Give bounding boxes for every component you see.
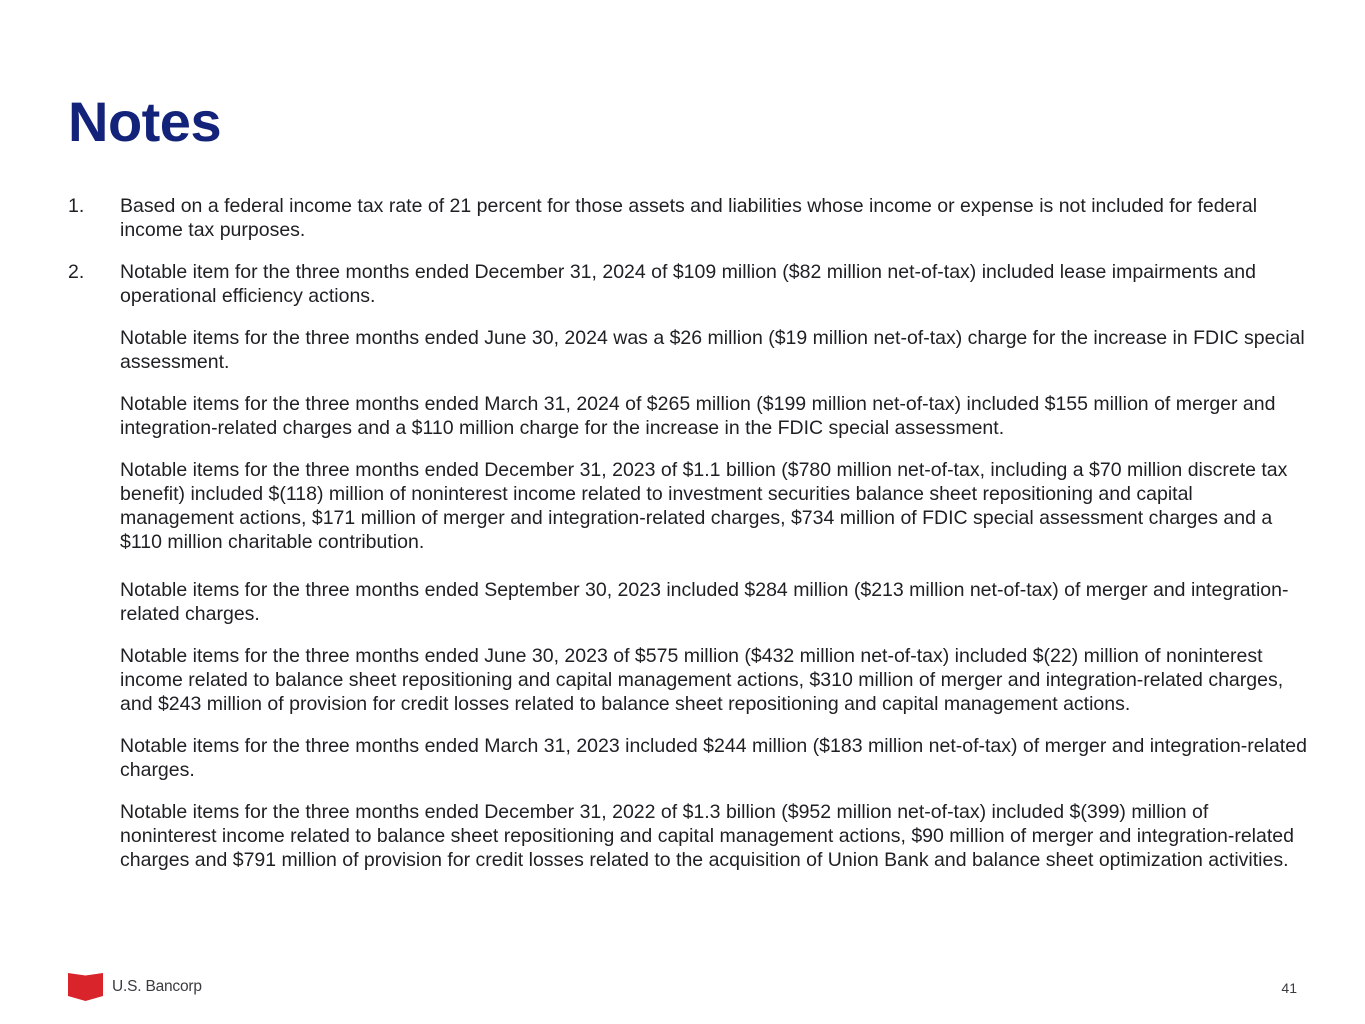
note-paragraph: Notable items for the three months ended June 30, 2023 of $575 million ($432 million net-of-tax) included $(22) million of noninterest income related to balance sheet repositioning and capital management actions, $310 million of merger and integration-related charges, and $243 million of provision for credit losses related to balance sheet repositioning and capital management actions.: [120, 645, 1284, 715]
note-1: [68, 194, 1308, 242]
note-paragraph: Notable items for the three months ended March 31, 2023 included $244 million ($183 million net-of-tax) of merger and integration-related charges.: [120, 735, 1307, 781]
page-number: 41: [1281, 980, 1297, 996]
page-title: Notes: [68, 90, 222, 153]
note-number: 2.: [68, 261, 85, 283]
note-paragraph: Notable items for the three months ended March 31, 2024 of $265 million ($199 million net-of-tax) included $155 million of merger and integration-related charges and a $110 million charge for the increase in the FDIC special assessment.: [120, 393, 1276, 439]
note-paragraph: Notable item for the three months ended December 31, 2024 of $109 million ($82 million net-of-tax) included lease impairments and operational efficiency actions.: [120, 261, 1256, 307]
note-paragraph: Notable items for the three months ended September 30, 2023 included $284 million ($213 million net-of-tax) of merger and integration-related charges.: [120, 579, 1289, 625]
note-number: 1.: [68, 195, 85, 217]
note-2: [68, 260, 1308, 872]
note-paragraph: Notable items for the three months ended December 31, 2023 of $1.1 billion ($780 million net-of-tax, including a $70 million discrete tax benefit) included $(118) million of noninterest income related to investment securities balance sheet repositioning and capital management actions, $171 million of merger and integration-related charges, $734 million of FDIC special assessment charges and a $110 million charitable contribution.: [120, 459, 1288, 553]
logo-text: U.S. Bancorp: [112, 978, 202, 995]
company-logo: [68, 972, 202, 1002]
note-paragraph: Notable items for the three months ended December 31, 2022 of $1.3 billion ($952 million net-of-tax) included $(399) million of noninterest income related to balance sheet repositioning and capital management actions, $90 million of merger and integration-related charges and $791 million of provision for credit losses related to the acquisition of Union Bank and balance sheet optimization activities.: [120, 801, 1294, 871]
notes-list: [68, 194, 1308, 890]
note-paragraph: Based on a federal income tax rate of 21 percent for those assets and liabilities whose income or expense is not included for federal income tax purposes.: [120, 195, 1258, 241]
note-paragraph: Notable items for the three months ended June 30, 2024 was a $26 million ($19 million net-of-tax) charge for the increase in FDIC special assessment.: [120, 327, 1305, 373]
us-bancorp-shield-icon: [68, 972, 103, 1002]
